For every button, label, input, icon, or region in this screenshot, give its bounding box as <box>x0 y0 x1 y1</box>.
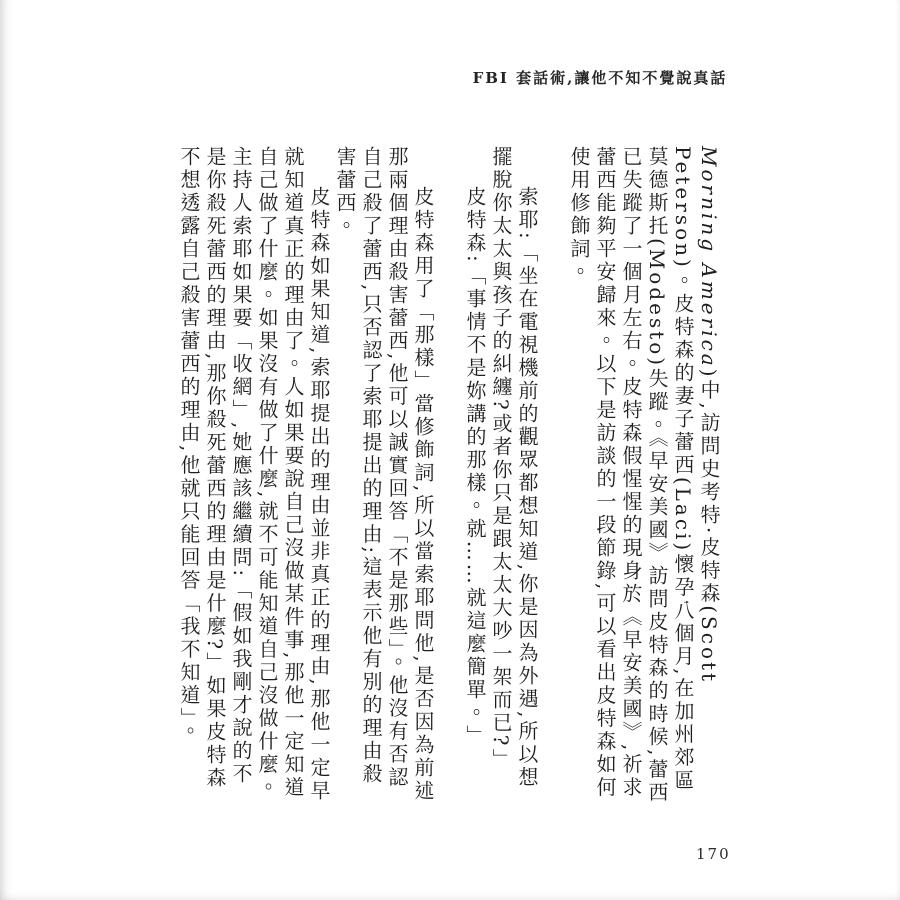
paragraph-analysis-modifier: 皮特森用了「那樣」當修飾詞,所以當索耶問他,是否因為前述那兩個理由殺害蕾西,他可以誠實回答「不是那些」。他沒有否認自己殺了蕾西,只否認了索耶提出的理由;這表示他有別的理由殺害蕾西。 <box>333 146 435 803</box>
italic-english-title-fragment: Morning America <box>697 146 721 369</box>
paragraph-analysis-reason: 皮特森如果知道,索耶提出的理由並非真正的理由,那他一定早就知道真正的理由了。人如果要說自己沒做某件事,那他一定知道自己做了什麼。如果沒有做了什麼,就不可能知道自己沒做什麼。主持人索耶如果要「收網」,她應該繼續問:「假如我剛才說的不是你殺死蕾西的理由,那你殺死蕾西的理由是什麼?」如果皮特森不想透露自己殺害蕾西的理由,他就只能回答「我不知道」。 <box>177 146 331 803</box>
page-number: 170 <box>696 845 731 863</box>
paragraph-intro-text: )中,訪問史考特·皮特森(Scott Peterson)。皮特森的妻子蕾西(Laci)懷孕八個月,在加州郊區莫德斯托(Modesto)失蹤。《早安美國》訪問皮特森的時候,蕾西已失蹤了一個月左右。皮特森假惺惺的現身於《早安美國》,祈求蕾西能夠平安歸來。以下是訪談的一段節錄,可以看出皮特森如何使用修飾詞。 <box>567 146 721 805</box>
dialogue-peterson: 皮特森:「事情不是妳講的那樣。就……就這麼簡單。」 <box>463 186 487 748</box>
dialogue-sawyer: 索耶:「坐在電視機前的觀眾都想知道,你是因為外遇,所以想擺脫你太太與孩子的糾纏?或者你只是跟太太大吵一架而已?」 <box>489 146 539 790</box>
paragraph-intro <box>566 146 722 806</box>
running-head: FBI 套話術,讓他不知不覺說真話 <box>472 69 728 87</box>
page-text-block <box>176 146 722 806</box>
